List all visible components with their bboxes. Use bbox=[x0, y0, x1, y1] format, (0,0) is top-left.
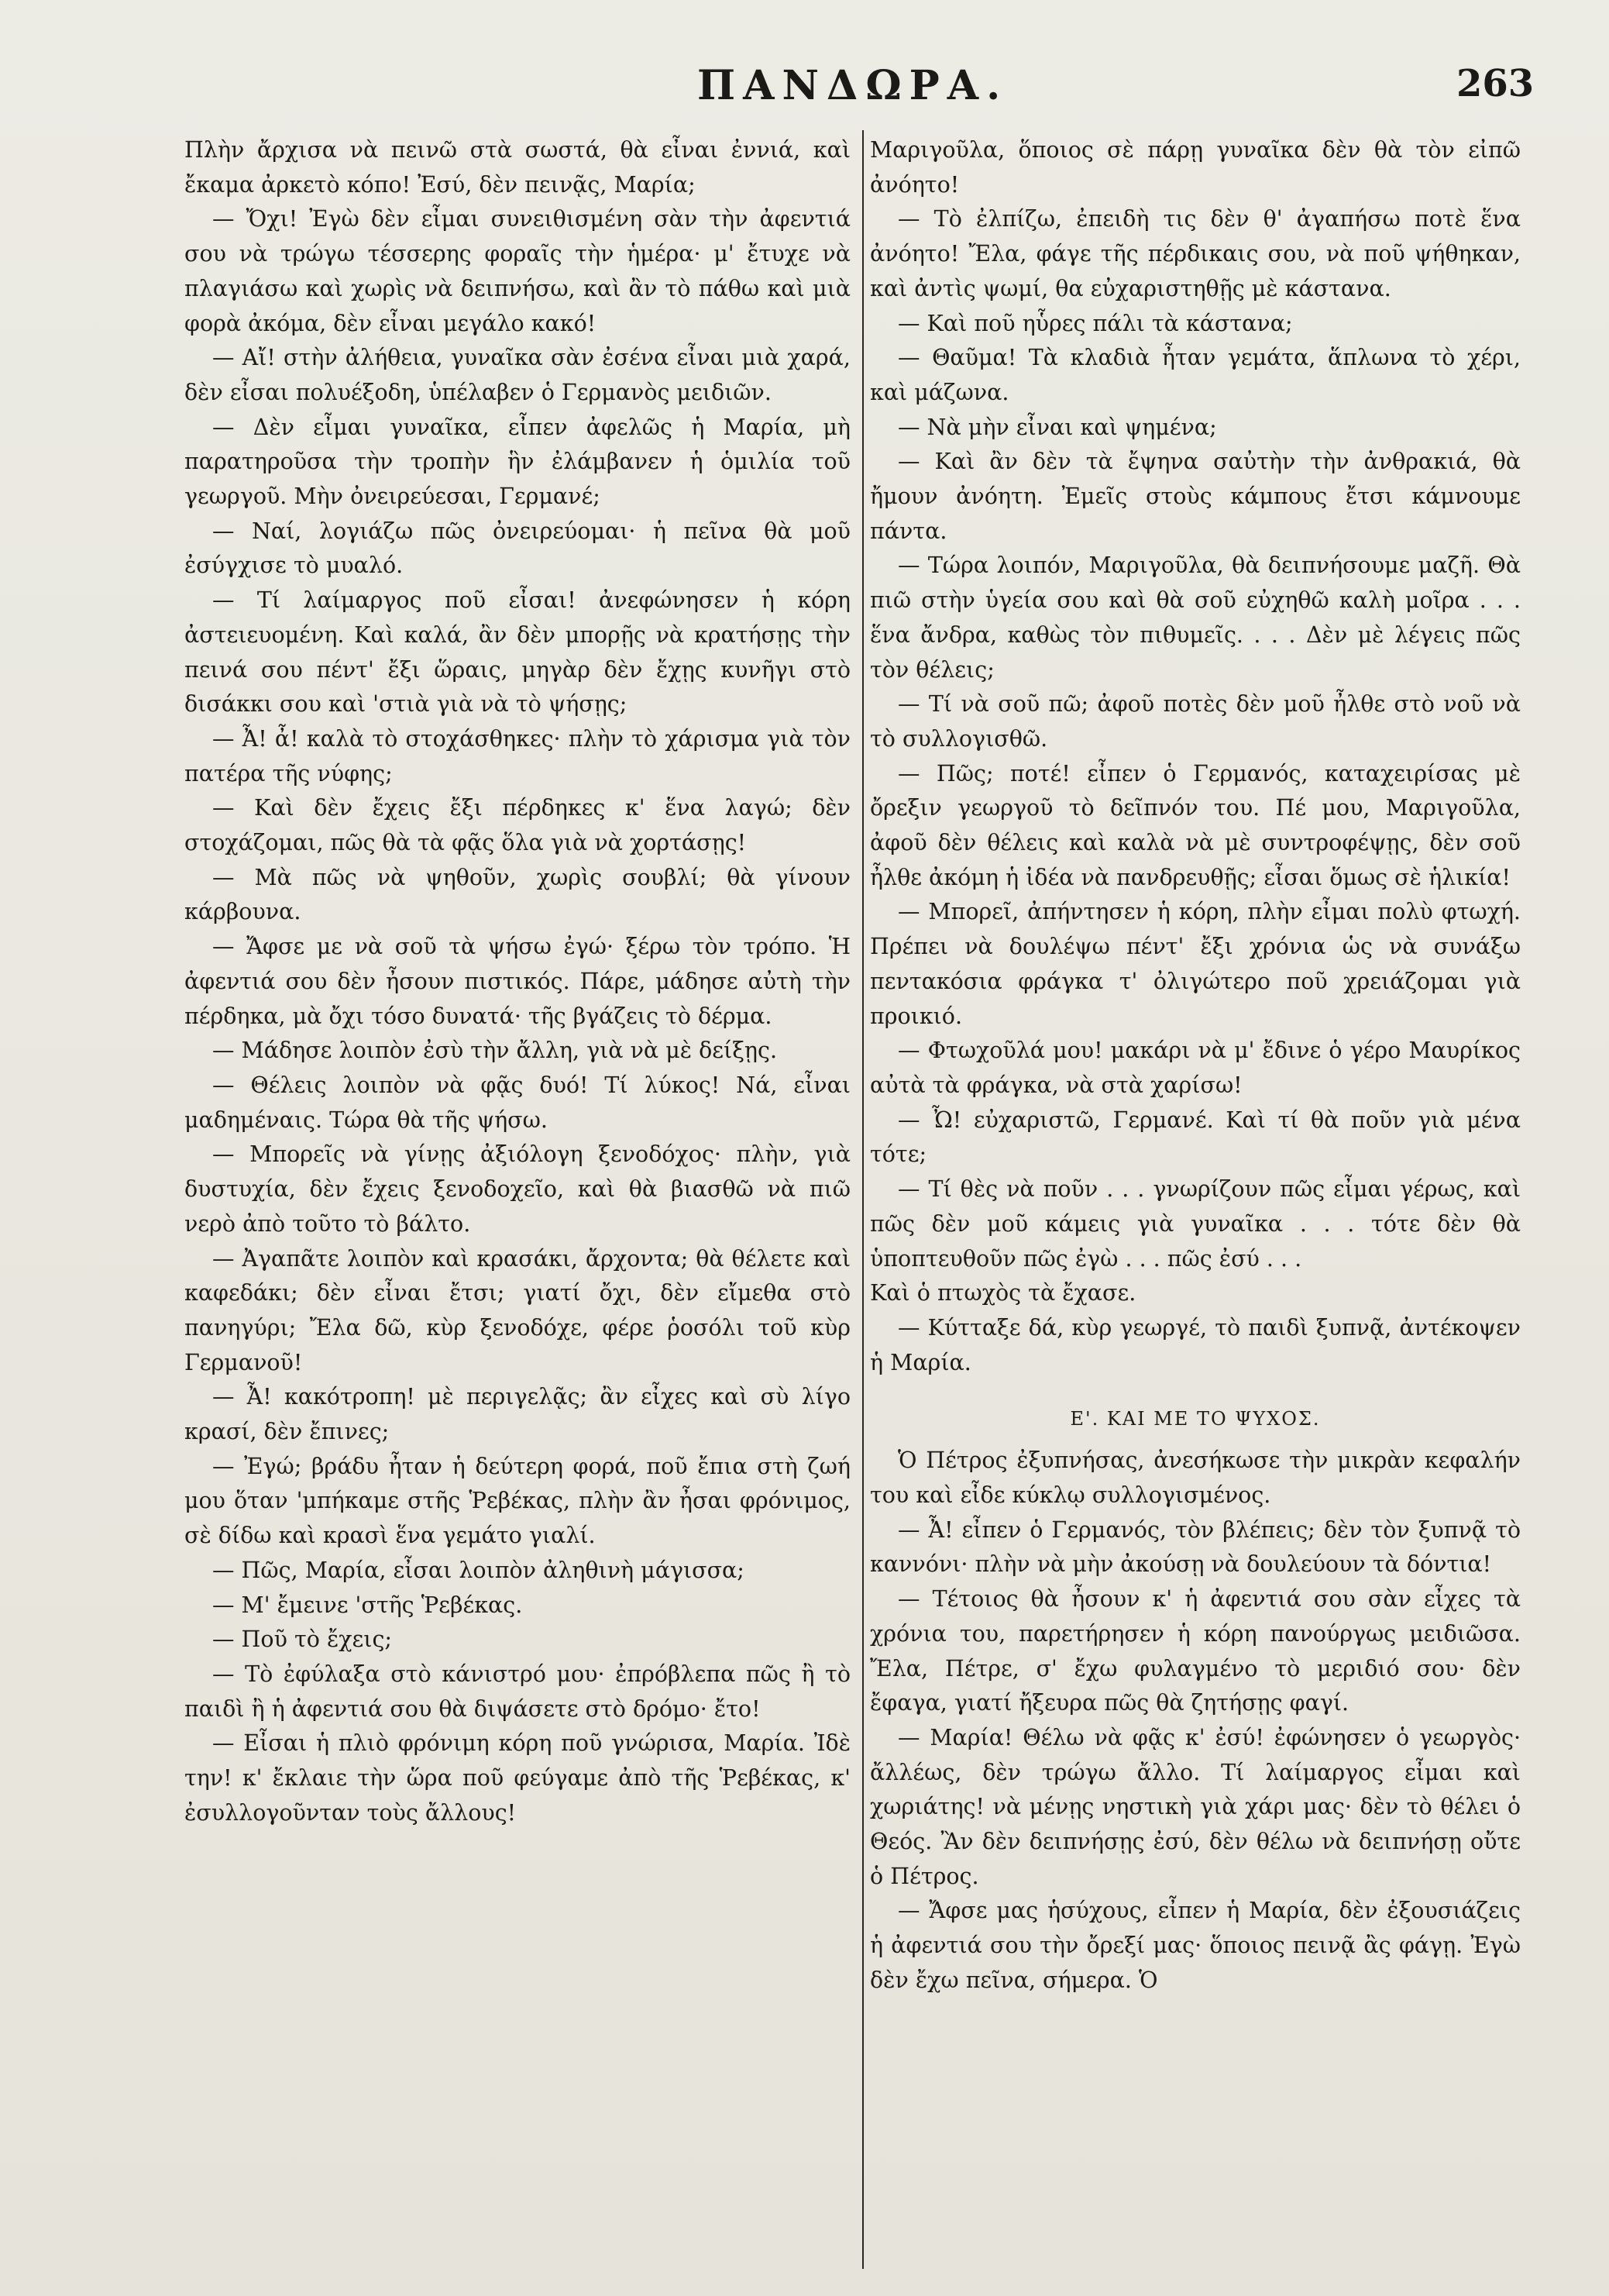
paragraph: — Τί νὰ σοῦ πῶ; ἀφοῦ ποτὲς δὲν μοῦ ἦλθε στὸ νοῦ νὰ τὸ συλλογισθῶ. bbox=[870, 691, 1521, 752]
paragraph: — Μπορεῖ, ἀπήντησεν ἡ κόρη, πλὴν εἶμαι πολὺ φτωχή. Πρέπει νὰ δουλέψω πέντ' ἔξι χρόνια ὡς νὰ συνάξω πεντακόσια φράγκα τ' ὀλιγώτερο ποῦ χρειάζομαι γιὰ προικιό. bbox=[870, 899, 1521, 1029]
paragraph: — Μάδησε λοιπὸν ἐσὺ τὴν ἄλλη, γιὰ νὰ μὲ δείξῃς. bbox=[212, 1038, 778, 1064]
paragraph: — Τὸ ἐλπίζω, ἐπειδὴ τις δὲν θ' ἀγαπήσω ποτὲ ἕνα ἀνόητο! Ἔλα, φάγε τῆς πέρδικαις σου, νὰ ποῦ ψήθηκαν, καὶ ἀντὶς ψωμί, θα εὐχαριστηθῇς μὲ κάστανα. bbox=[870, 206, 1521, 301]
paragraph: — Μ' ἔμεινε 'στῆς Ῥεβέκας. bbox=[212, 1592, 523, 1618]
paragraph: — Κύτταξε δά, κὺρ γεωργέ, τὸ παιδὶ ξυπνᾷ, ἀντέκοψεν ἡ Μαρία. bbox=[870, 1314, 1521, 1375]
column-divider bbox=[862, 130, 864, 2269]
paragraph: — Καὶ ἂν δὲν τὰ ἔψηνα σαὐτὴν τὴν ἀνθρακιά, θὰ ἤμουν ἀνόητη. Ἐμεῖς στοὺς κάμπους ἔτσι κάμνουμε πάντα. bbox=[870, 449, 1521, 544]
paragraph: — Δὲν εἶμαι γυναῖκα, εἶπεν ἀφελῶς ἡ Μαρία, μὴ παρατηροῦσα τὴν τροπὴν ἣν ἐλάμβανεν ἡ ὁμιλία τοῦ γεωργοῦ. Μὴν ὀνειρεύεσαι, Γερμανέ; bbox=[184, 414, 851, 510]
paragraph: Ὁ Πέτρος ἐξυπνήσας, ἀνεσήκωσε τὴν μικρὰν κεφαλήν του καὶ εἶδε κύκλῳ συλλογισμένος. bbox=[870, 1447, 1521, 1509]
paragraph: — Ποῦ τὸ ἔχεις; bbox=[212, 1626, 393, 1653]
paragraph: — Ἆ! κακότροπη! μὲ περιγελᾷς; ἂν εἶχες καὶ σὺ λίγο κρασί, δὲν ἔπινες; bbox=[184, 1384, 851, 1445]
paragraph: — Πῶς, Μαρία, εἶσαι λοιπὸν ἀληθινὴ μάγισσα; bbox=[212, 1557, 744, 1583]
right-column bbox=[870, 133, 1521, 2280]
page-number: 263 bbox=[1456, 62, 1535, 105]
paragraph: — Καὶ δὲν ἔχεις ἔξι πέρδηκες κ' ἕνα λαγώ; δὲν στοχάζομαι, πῶς θὰ τὰ φᾷς ὅλα γιὰ νὰ χορτάσῃς! bbox=[184, 795, 851, 856]
paragraph: Πλὴν ἄρχισα νὰ πεινῶ στὰ σωστά, θὰ εἶναι ἐννιά, καὶ ἔκαμα ἀρκετὸ κόπο! Ἐσύ, δὲν πεινᾷς, Μαρία; bbox=[184, 137, 851, 198]
paragraph: — Τὸ ἐφύλαξα στὸ κάνιστρό μου· ἐπρόβλεπα πῶς ἢ τὸ παιδὶ ἢ ἡ ἀφεντιά σου θὰ διψάσετε στὸ δρόμο· ἔτο! bbox=[184, 1661, 851, 1722]
paragraph: — Εἶσαι ἡ πλιὸ φρόνιμη κόρη ποῦ γνώρισα, Μαρία. Ἰδὲ την! κ' ἔκλαιε τὴν ὥρα ποῦ φεύγαμε ἀπὸ τῆς Ῥεβέκας, κ' ἐσυλλογοῦνταν τοὺς ἄλλους! bbox=[184, 1730, 851, 1826]
paragraph: — Θαῦμα! Τὰ κλαδιὰ ἦταν γεμάτα, ἅπλωνα τὸ χέρι, καὶ μάζωνα. bbox=[870, 345, 1521, 405]
page-header bbox=[0, 54, 1609, 124]
section-title: Ε'. ΚΑΙ ΜΕ ΤΟ ΨΥΧΟΣ. bbox=[1070, 1408, 1321, 1430]
paragraph: — Ἄφσε με νὰ σοῦ τὰ ψήσω ἐγώ· ξέρω τὸν τρόπο. Ἡ ἀφεντιά σου δὲν ἦσουν πιστικός. Πάρε, μάδησε αὐτὴ τὴν πέρδηκα, μὰ ὄχι τόσο δυνατά· τῆς βγάζεις τὸ δέρμα. bbox=[184, 934, 851, 1029]
paragraph: Καὶ ὁ πτωχὸς τὰ ἔχασε. bbox=[870, 1280, 1136, 1306]
paragraph: — Ἄφσε μας ἡσύχους, εἶπεν ἡ Μαρία, δὲν ἐξουσιάζεις ἡ ἀφεντιά σου τὴν ὄρεξί μας· ὅποιος πεινᾷ ἂς φάγῃ. Ἐγὼ δὲν ἔχω πεῖνα, σήμερα. Ὁ bbox=[870, 1898, 1521, 1993]
paragraph: — Μὰ πῶς νὰ ψηθοῦν, χωρὶς σουβλί; θὰ γίνουν κάρβουνα. bbox=[184, 864, 851, 925]
paragraph: — Τώρα λοιπόν, Μαριγοῦλα, θὰ δειπνήσουμε μαζῆ. Θὰ πιῶ στὴν ὑγεία σου καὶ θὰ σοῦ εὐχηθῶ καλὴ μοῖρα . . . ἕνα ἄνδρα, καθὼς τὸν πιθυμεῖς. . . . Δὲν μὲ λέγεις πῶς τὸν θέλεις; bbox=[870, 552, 1521, 683]
paragraph: — Τί θὲς νὰ ποῦν . . . γνωρίζουν πῶς εἶμαι γέρως, καὶ πῶς δὲν μοῦ κάμεις γιὰ γυναῖκα . . . τότε δὲν θὰ ὑποπτευθοῦν πῶς ἐγὼ . . . πῶς ἐσύ . . . bbox=[870, 1176, 1521, 1272]
paragraph: Μαριγοῦλα, ὅποιος σὲ πάρῃ γυναῖκα δὲν θὰ τὸν εἰπῶ ἀνόητο! bbox=[870, 137, 1521, 198]
paragraph: — Τέτοιος θὰ ἦσουν κ' ἡ ἀφεντιά σου σὰν εἶχες τὰ χρόνια του, παρετήρησεν ἡ κόρη πανούργως μειδιῶσα. Ἔλα, Πέτρε, σ' ἔχω φυλαγμένο τὸ μεριδιό σου· δὲν ἔφαγα, γιατί ἤξευρα πῶς θὰ ζητήσῃς φαγί. bbox=[870, 1586, 1521, 1716]
paragraph: — Ναί, λογιάζω πῶς ὀνειρεύομαι· ἡ πεῖνα θὰ μοῦ ἐσύγχισε τὸ μυαλό. bbox=[184, 518, 851, 579]
paragraph: — Ἀγαπᾶτε λοιπὸν καὶ κρασάκι, ἄρχοντα; θὰ θέλετε καὶ καφεδάκι; δὲν εἶναι ἔτσι; γιατί ὄχι, δὲν εἴμεθα στὸ πανηγύρι; Ἔλα δῶ, κὺρ ξενοδόχε, φέρε ῥοσόλι τοῦ κὺρ Γερμανοῦ! bbox=[184, 1245, 851, 1375]
paragraph: — Αἴ! στὴν ἀλήθεια, γυναῖκα σὰν ἐσένα εἶναι μιὰ χαρά, δὲν εἶσαι πολυέξοδη, ὑπέλαβεν ὁ Γερμανὸς μειδιῶν. bbox=[184, 345, 851, 405]
left-column bbox=[184, 133, 851, 2280]
paragraph: — Τί λαίμαργος ποῦ εἶσαι! ἀνεφώνησεν ἡ κόρη ἀστειευομένη. Καὶ καλά, ἂν δὲν μπορῇς νὰ κρατήσῃς τὴν πεινά σου πέντ' ἔξι ὥραις, μηγὰρ δὲν ἔχῃς κυνῆγι στὸ δισάκκι σου καὶ 'στιὰ γιὰ νὰ τὸ ψήσῃς; bbox=[184, 587, 851, 718]
paragraph: — Ὦ! εὐχαριστῶ, Γερμανέ. Καὶ τί θὰ ποῦν γιὰ μένα τότε; bbox=[870, 1107, 1521, 1168]
paragraph: — Ἆ! εἶπεν ὁ Γερμανός, τὸν βλέπεις; δὲν τὸν ξυπνᾷ τὸ καννόνι· πλὴν νὰ μὴν ἀκούσῃ νὰ δουλεύουν τὰ δόντια! bbox=[870, 1516, 1521, 1578]
paragraph: — Μαρία! Θέλω νὰ φᾷς κ' ἐσύ! ἐφώνησεν ὁ γεωργὸς· ἄλλέως, δὲν τρώγω ἄλλο. Τί λαίμαργος εἶμαι καὶ χωριάτης! νὰ μένῃς νηστικὴ γιὰ χάρι μας· δὲν τὸ θέλει ὁ Θεός. Ἂν δὲν δειπνήσῃς ἐσύ, δὲν θέλω νὰ δειπνήσῃ οὔτε ὁ Πέτρος. bbox=[870, 1724, 1521, 1889]
paragraph: — Ἆ! ἆ! καλὰ τὸ στοχάσθηκες· πλὴν τὸ χάρισμα γιὰ τὸν πατέρα τῆς νύφης; bbox=[184, 725, 851, 787]
paragraph: — Νὰ μὴν εἶναι καὶ ψημένα; bbox=[898, 414, 1217, 440]
paragraph: — Ἐγώ; βράδυ ἦταν ἡ δεύτερη φορά, ποῦ ἔπια στὴ ζωή μου ὅταν 'μπήκαμε στῆς Ῥεβέκας, πλὴν ἂν ἦσαι φρόνιμος, σὲ δίδω καὶ κρασὶ ἕνα γεμάτο γιαλί. bbox=[184, 1453, 851, 1549]
running-title: ΠΑΝΔΩΡΑ. bbox=[697, 62, 1009, 109]
paragraph: — Φτωχοῦλά μου! μακάρι νὰ μ' ἔδινε ὁ γέρο Μαυρίκος αὐτὰ τὰ φράγκα, νὰ στὰ χαρίσω! bbox=[870, 1038, 1521, 1098]
paragraph: — Μπορεῖς νὰ γίνῃς ἀξιόλογη ξενοδόχος· πλὴν, γιὰ δυστυχία, δὲν ἔχεις ξενοδοχεῖο, καὶ θὰ βιασθῶ νὰ πιῶ νερὸ ἀπὸ τοῦτο τὸ βάλτο. bbox=[184, 1141, 851, 1237]
paragraph: — Καὶ ποῦ ηὗρες πάλι τὰ κάστανα; bbox=[898, 310, 1293, 336]
paragraph: — Ὄχι! Ἐγὼ δὲν εἶμαι συνειθισμένη σὰν τὴν ἀφεντιά σου νὰ τρώγω τέσσερης φοραῖς τὴν ἡμέρα· μ' ἔτυχε νὰ πλαγιάσω καὶ χωρὶς νὰ δειπνήσω, καὶ ἂν τὸ πάθω καὶ μιὰ φορὰ ἀκόμα, δὲν εἶναι μεγάλο κακό! bbox=[184, 206, 851, 336]
paragraph: — Πῶς; ποτέ! εἶπεν ὁ Γερμανός, καταχειρίσας μὲ ὄρεξιν γεωργοῦ τὸ δεῖπνόν του. Πέ μου, Μαριγοῦλα, ἀφοῦ δὲν θέλεις καὶ καλὰ νὰ μὲ συντροφέψῃς, δὲν σοῦ ἦλθε ἀκόμη ἡ ἰδέα νὰ πανδρευθῇς; εἶσαι ὅμως σὲ ἡλικία! bbox=[870, 760, 1521, 890]
paragraph: — Θέλεις λοιπὸν νὰ φᾷς δυό! Τί λύκος! Νά, εἶναι μαδημέναις. Τώρα θὰ τῆς ψήσω. bbox=[184, 1072, 851, 1133]
